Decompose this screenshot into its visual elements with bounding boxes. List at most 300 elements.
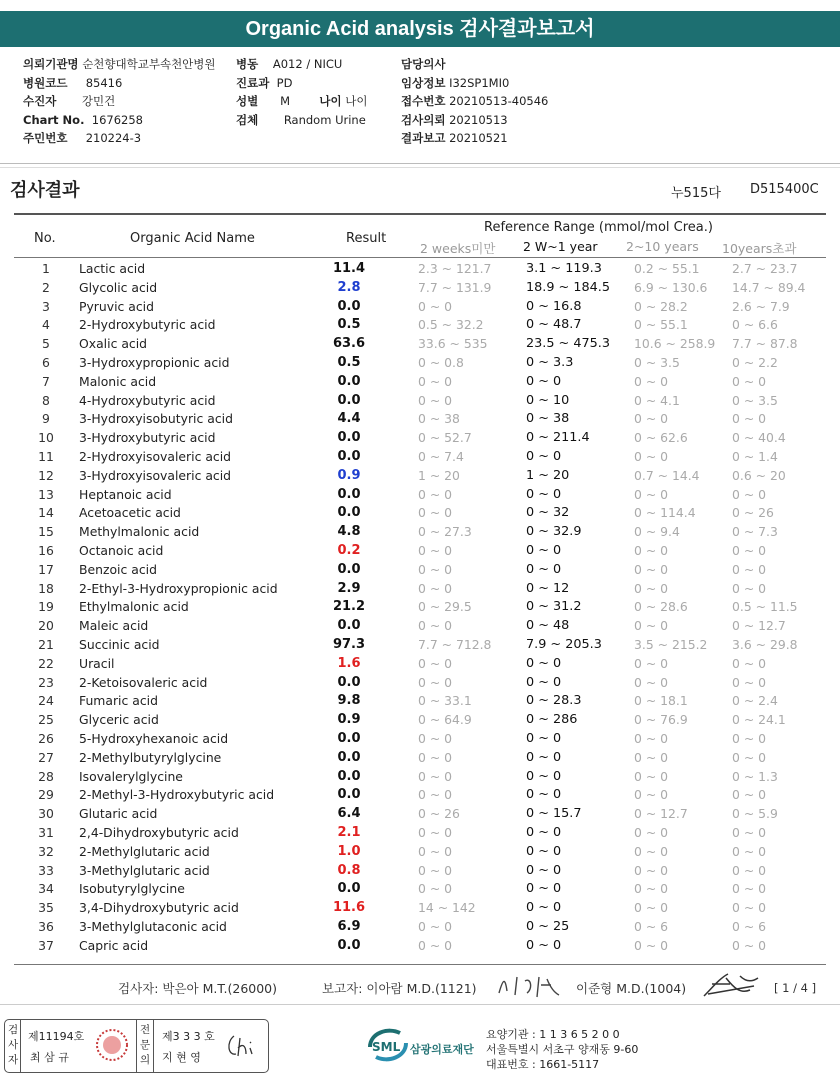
row-number: 32 — [38, 843, 54, 859]
table-row — [14, 429, 826, 448]
acid-name: Octanoic acid — [79, 543, 164, 558]
label-id-no: 주민번호 — [23, 131, 68, 145]
ref-over-10y: 0 ~ 2.4 — [732, 693, 778, 709]
table-row — [14, 824, 826, 843]
ref-2-10y: 0 ~ 0 — [634, 543, 669, 558]
ref-over-10y: 0 ~ 0 — [732, 825, 767, 840]
ref-over-10y: 0 ~ 1.3 — [732, 768, 778, 784]
result-value: 0.5 — [337, 317, 361, 333]
ref-2w-1y: 18.9 ~ 184.5 — [526, 279, 610, 295]
ref-under-2-weeks: 0 ~ 0 — [418, 825, 453, 840]
row-number: 26 — [38, 731, 54, 746]
result-value: 0.8 — [337, 862, 361, 878]
table-row — [14, 617, 826, 636]
ref-under-2-weeks: 0 ~ 0.8 — [418, 355, 464, 370]
ref-2-10y: 0 ~ 18.1 — [634, 693, 688, 709]
ref-2-10y: 0.2 ~ 55.1 — [634, 261, 700, 276]
ref-under-2-weeks: 0 ~ 0 — [418, 881, 453, 897]
result-value: 63.6 — [332, 336, 366, 352]
ref-over-10y: 0 ~ 12.7 — [732, 618, 786, 634]
ref-under-2-weeks: 0 ~ 0 — [418, 937, 453, 953]
acid-name: Isobutyrylglycine — [79, 881, 185, 897]
acid-name: 2-Methylglutaric acid — [79, 843, 210, 859]
table-row — [14, 598, 826, 617]
acid-name: Isovalerylglycine — [79, 768, 183, 784]
ref-2-10y: 0 ~ 9.4 — [634, 524, 680, 540]
value-requesting-org: 순천향대학교부속천안병원 — [82, 57, 216, 71]
value-specimen: Random Urine — [283, 112, 366, 127]
table-row — [14, 711, 826, 730]
ref-under-2-weeks: 1 ~ 20 — [418, 467, 460, 483]
header-ref-col-1: 2 weeks미만 — [420, 241, 496, 256]
ref-over-10y: 0 ~ 0 — [732, 655, 767, 671]
header-no: No. — [34, 231, 56, 246]
ref-over-10y: 0 ~ 6.6 — [732, 317, 778, 333]
cert-divider-2 — [136, 1019, 137, 1073]
label-doctor: 담당의사 — [401, 57, 446, 71]
divider-footer — [0, 1004, 840, 1005]
acid-name: Glyceric acid — [79, 712, 159, 728]
ref-over-10y: 0.5 ~ 11.5 — [732, 599, 798, 615]
table-row — [14, 523, 826, 542]
ref-2-10y: 0 ~ 0 — [634, 618, 669, 634]
ref-2w-1y: 0 ~ 0 — [526, 561, 562, 577]
results-section-title: 검사결과 — [10, 180, 80, 201]
result-value: 0.0 — [337, 731, 361, 746]
label-chart-no: Chart No. — [23, 112, 85, 127]
ref-2-10y: 0 ~ 0 — [634, 561, 669, 577]
label-receipt-no: 접수번호 — [401, 94, 446, 108]
ref-2w-1y: 23.5 ~ 475.3 — [526, 336, 610, 352]
result-value: 0.0 — [337, 937, 361, 953]
row-number: 35 — [38, 900, 54, 916]
row-number: 17 — [38, 561, 54, 577]
row-number: 13 — [38, 486, 54, 502]
ref-2w-1y: 0 ~ 32 — [526, 505, 570, 521]
ref-under-2-weeks: 0.5 ~ 32.2 — [418, 317, 484, 333]
row-number: 34 — [38, 881, 54, 897]
org-address: 서울특별시 서초구 양재동 9-60 — [486, 1043, 639, 1056]
logo-text: SML — [372, 1040, 401, 1054]
ref-under-2-weeks: 14 ~ 142 — [418, 900, 476, 916]
ref-2w-1y: 0 ~ 286 — [526, 712, 578, 728]
ref-2w-1y: 0 ~ 48 — [526, 618, 570, 634]
ref-under-2-weeks: 0 ~ 0 — [418, 543, 453, 558]
acid-name: Glycolic acid — [79, 279, 158, 295]
ref-under-2-weeks: 0 ~ 52.7 — [418, 430, 472, 446]
divider-top-2 — [0, 167, 840, 168]
acid-name: 3-Hydroxypropionic acid — [79, 355, 230, 370]
row-number: 20 — [38, 618, 54, 634]
ref-under-2-weeks: 0 ~ 0 — [418, 749, 453, 765]
ref-over-10y: 0.6 ~ 20 — [732, 467, 786, 483]
label-patient-name: 수진자 — [23, 94, 57, 108]
patient-info-col3 — [401, 55, 548, 148]
ref-2-10y: 0 ~ 28.6 — [634, 599, 688, 615]
result-value: 9.8 — [337, 693, 361, 709]
cert-divider-3 — [153, 1019, 154, 1073]
result-value: 0.0 — [337, 373, 361, 389]
result-value: 1.6 — [337, 655, 361, 671]
acid-name: 2-Methyl-3-Hydroxybutyric acid — [79, 787, 275, 803]
table-top-border — [14, 213, 826, 215]
result-value: 0.0 — [337, 749, 361, 765]
cert-label-a: 검 사 자 — [8, 1024, 19, 1066]
table-row — [14, 335, 826, 354]
row-number: 30 — [38, 806, 54, 822]
table-row — [14, 373, 826, 392]
org-phone: 대표번호 : 1661-5117 — [486, 1058, 600, 1071]
reporter-handwritten-signature — [495, 971, 565, 999]
header-result: Result — [346, 231, 387, 246]
ref-under-2-weeks: 0 ~ 7.4 — [418, 449, 464, 464]
ref-2w-1y: 0 ~ 0 — [526, 787, 562, 803]
result-value: 4.4 — [337, 411, 361, 427]
ref-over-10y: 0 ~ 0 — [732, 787, 767, 803]
ref-under-2-weeks: 0 ~ 0 — [418, 862, 453, 878]
result-value: 97.3 — [332, 637, 366, 652]
results-code-b: D515400C — [750, 182, 819, 197]
row-number: 9 — [42, 411, 50, 427]
row-number: 36 — [38, 919, 54, 934]
result-value: 0.0 — [337, 768, 361, 784]
row-number: 11 — [38, 449, 54, 464]
result-value: 11.4 — [332, 261, 366, 276]
acid-name: Capric acid — [79, 937, 149, 953]
label-department: 진료과 — [236, 75, 270, 90]
result-value: 0.0 — [337, 486, 361, 502]
ref-over-10y: 2.7 ~ 23.7 — [732, 261, 798, 276]
value-sex: M — [280, 94, 291, 108]
result-value: 2.1 — [337, 825, 361, 840]
ref-over-10y: 0 ~ 0 — [732, 373, 767, 389]
row-number: 6 — [42, 355, 50, 370]
acid-name: 2,4-Dihydroxybutyric acid — [79, 825, 239, 840]
ref-under-2-weeks: 0 ~ 38 — [418, 411, 460, 427]
label-hospital-code: 병원코드 — [23, 75, 68, 90]
table-row — [14, 862, 826, 881]
acid-name: Ethylmalonic acid — [79, 599, 189, 615]
ref-2-10y: 3.5 ~ 215.2 — [634, 637, 708, 652]
header-bottom-border — [14, 257, 826, 258]
ref-2-10y: 0 ~ 62.6 — [634, 430, 688, 446]
ref-2w-1y: 0 ~ 38 — [526, 411, 570, 427]
value-chart-no: 1676258 — [91, 112, 143, 127]
ref-over-10y: 0 ~ 7.3 — [732, 524, 778, 540]
ref-2-10y: 0 ~ 0 — [634, 411, 669, 427]
license-b: 제3 3 3 호 — [162, 1030, 215, 1043]
tester-signature: 검사자: 박은아 M.T.(26000) — [118, 981, 278, 996]
acid-name: 2-Ketoisovaleric acid — [79, 674, 208, 690]
ref-over-10y: 0 ~ 0 — [732, 881, 767, 897]
org-name: 삼광의료재단 — [410, 1043, 474, 1056]
ref-under-2-weeks: 33.6 ~ 535 — [418, 336, 488, 352]
ref-under-2-weeks: 0 ~ 0 — [418, 731, 453, 746]
ref-2-10y: 0 ~ 0 — [634, 731, 669, 746]
ref-2w-1y: 0 ~ 28.3 — [526, 693, 582, 709]
acid-name: Methylmalonic acid — [79, 524, 200, 540]
table-row — [14, 392, 826, 411]
table-row — [14, 880, 826, 899]
ref-2-10y: 0 ~ 114.4 — [634, 505, 696, 521]
table-row — [14, 786, 826, 805]
table-row — [14, 730, 826, 749]
ref-over-10y: 0 ~ 0 — [732, 731, 767, 746]
ref-over-10y: 0 ~ 0 — [732, 900, 767, 916]
header-name: Organic Acid Name — [130, 231, 255, 246]
label-ward: 병동 — [236, 57, 259, 71]
reporter2-signature: 이준형 M.D.(1004) — [576, 981, 687, 996]
ref-2-10y: 0 ~ 3.5 — [634, 355, 680, 370]
table-row — [14, 542, 826, 561]
ref-under-2-weeks: 7.7 ~ 131.9 — [418, 279, 492, 295]
ref-2-10y: 0.7 ~ 14.4 — [634, 467, 700, 483]
ref-under-2-weeks: 0 ~ 0 — [418, 674, 453, 690]
ref-2w-1y: 0 ~ 16.8 — [526, 298, 582, 314]
ref-under-2-weeks: 0 ~ 0 — [418, 655, 453, 671]
result-value: 0.0 — [337, 449, 361, 464]
ref-over-10y: 0 ~ 0 — [732, 749, 767, 765]
ref-under-2-weeks: 0 ~ 0 — [418, 392, 453, 408]
ref-2w-1y: 1 ~ 20 — [526, 467, 570, 483]
ref-2w-1y: 0 ~ 0 — [526, 486, 562, 502]
table-row — [14, 937, 826, 956]
row-number: 37 — [38, 937, 54, 953]
ref-2w-1y: 0 ~ 25 — [526, 919, 570, 934]
ref-over-10y: 0 ~ 0 — [732, 862, 767, 878]
acid-name: 5-Hydroxyhexanoic acid — [79, 731, 229, 746]
table-row — [14, 805, 826, 824]
ref-under-2-weeks: 0 ~ 0 — [418, 843, 453, 859]
results-code-a: 누515다 — [671, 186, 721, 201]
result-value: 0.0 — [337, 298, 361, 314]
result-value: 0.0 — [337, 618, 361, 634]
table-row — [14, 448, 826, 467]
header-ref-col-3: 2~10 years — [626, 239, 699, 254]
ref-2-10y: 0 ~ 0 — [634, 787, 669, 803]
ref-over-10y: 0 ~ 26 — [732, 505, 774, 521]
ref-2-10y: 0 ~ 0 — [634, 825, 669, 840]
ref-2-10y: 0 ~ 0 — [634, 373, 669, 389]
table-row — [14, 410, 826, 429]
ref-2-10y: 0 ~ 6 — [634, 919, 669, 934]
table-row — [14, 504, 826, 523]
ref-2-10y: 0 ~ 28.2 — [634, 298, 688, 314]
acid-name: Malonic acid — [79, 373, 157, 389]
ref-2w-1y: 7.9 ~ 205.3 — [526, 637, 602, 652]
table-row — [14, 692, 826, 711]
ref-under-2-weeks: 0 ~ 0 — [418, 618, 453, 634]
result-value: 1.0 — [337, 843, 361, 859]
table-row — [14, 316, 826, 335]
reporter2-handwritten-signature — [700, 968, 762, 1000]
row-number: 1 — [42, 261, 50, 276]
ref-over-10y: 7.7 ~ 87.8 — [732, 336, 798, 352]
cert-label-b: 전 문 의 — [140, 1024, 151, 1066]
ref-2w-1y: 0 ~ 15.7 — [526, 806, 582, 822]
header-ref-col-4: 10years초과 — [722, 241, 797, 256]
ref-2w-1y: 0 ~ 0 — [526, 881, 562, 897]
result-value: 0.0 — [337, 787, 361, 803]
row-number: 2 — [42, 279, 50, 295]
acid-name: 3,4-Dihydroxybutyric acid — [79, 900, 239, 916]
acid-name: Heptanoic acid — [79, 486, 172, 502]
table-row — [14, 655, 826, 674]
result-value: 0.5 — [337, 355, 361, 370]
row-number: 5 — [42, 336, 50, 352]
signature-b-icon — [224, 1030, 260, 1062]
row-number: 18 — [38, 580, 54, 596]
label-request-date: 검사의뢰 — [401, 112, 446, 127]
ref-2w-1y: 0 ~ 0 — [526, 373, 562, 389]
table-row — [14, 768, 826, 787]
row-number: 28 — [38, 768, 54, 784]
value-patient-name: 강민건 — [81, 94, 116, 108]
ref-2-10y: 0 ~ 0 — [634, 862, 669, 878]
ref-2-10y: 0 ~ 0 — [634, 486, 669, 502]
divider-top — [0, 163, 840, 164]
ref-2w-1y: 0 ~ 211.4 — [526, 430, 590, 446]
result-value: 11.6 — [332, 900, 366, 916]
ref-over-10y: 0 ~ 5.9 — [732, 806, 778, 822]
ref-over-10y: 0 ~ 0 — [732, 543, 767, 558]
ref-under-2-weeks: 0 ~ 0 — [418, 505, 453, 521]
ref-2-10y: 0 ~ 55.1 — [634, 317, 688, 333]
table-row — [14, 486, 826, 505]
ref-2-10y: 0 ~ 0 — [634, 674, 669, 690]
person-a: 최 삼 규 — [30, 1051, 69, 1064]
label-age: 나이 — [319, 94, 342, 108]
ref-2-10y: 0 ~ 0 — [634, 881, 669, 897]
result-value: 0.9 — [337, 467, 361, 483]
ref-2-10y: 10.6 ~ 258.9 — [634, 336, 716, 352]
table-row — [14, 279, 826, 298]
row-number: 23 — [38, 674, 54, 690]
ref-over-10y: 0 ~ 0 — [732, 580, 767, 596]
result-value: 6.4 — [337, 806, 361, 822]
ref-2w-1y: 0 ~ 0 — [526, 731, 562, 746]
ref-under-2-weeks: 0 ~ 26 — [418, 806, 460, 822]
table-row — [14, 899, 826, 918]
table-bottom-border — [14, 964, 826, 965]
acid-name: 4-Hydroxybutyric acid — [79, 392, 216, 408]
row-number: 12 — [38, 467, 54, 483]
ref-2w-1y: 3.1 ~ 119.3 — [526, 261, 602, 276]
ref-2w-1y: 0 ~ 0 — [526, 543, 562, 558]
ref-over-10y: 0 ~ 40.4 — [732, 430, 786, 446]
table-row — [14, 843, 826, 862]
ref-2w-1y: 0 ~ 31.2 — [526, 599, 582, 615]
ref-2w-1y: 0 ~ 0 — [526, 768, 562, 784]
table-row — [14, 298, 826, 317]
table-row — [14, 260, 826, 279]
reporter-signature: 보고자: 이아람 M.D.(1121) — [322, 981, 477, 996]
ref-2w-1y: 0 ~ 0 — [526, 449, 562, 464]
result-value: 0.0 — [337, 561, 361, 577]
acid-name: 2-Ethyl-3-Hydroxypropionic acid — [79, 580, 278, 596]
acid-name: 3-Methylglutaconic acid — [79, 919, 227, 934]
patient-info-col2 — [236, 55, 367, 129]
ref-under-2-weeks: 2.3 ~ 121.7 — [418, 261, 492, 276]
row-number: 8 — [42, 392, 50, 408]
value-report-date: 20210521 — [449, 131, 508, 145]
label-clinical-info: 임상정보 — [401, 75, 446, 90]
acid-name: 3-Hydroxyisobutyric acid — [79, 411, 233, 427]
ref-2w-1y: 0 ~ 0 — [526, 749, 562, 765]
ref-over-10y: 0 ~ 6 — [732, 919, 767, 934]
person-b: 지 현 영 — [162, 1051, 201, 1064]
ref-over-10y: 0 ~ 0 — [732, 411, 767, 427]
value-receipt-no: 20210513-40546 — [449, 94, 549, 108]
value-clinical-info: I32SP1MI0 — [449, 75, 510, 90]
acid-name: Uracil — [79, 655, 115, 671]
result-value: 4.8 — [337, 524, 361, 540]
acid-name: Acetoacetic acid — [79, 505, 181, 521]
ref-over-10y: 14.7 ~ 89.4 — [732, 279, 806, 295]
row-number: 16 — [38, 543, 54, 558]
report-title: Organic Acid analysis 검사결과보고서 — [0, 11, 840, 47]
result-value: 2.9 — [337, 580, 361, 596]
ref-2-10y: 0 ~ 0 — [634, 900, 669, 916]
label-specimen: 검체 — [236, 112, 259, 127]
result-value: 0.9 — [337, 712, 361, 728]
ref-2w-1y: 0 ~ 0 — [526, 674, 562, 690]
ref-under-2-weeks: 0 ~ 0 — [418, 919, 453, 934]
value-id-no: 210224-3 — [85, 131, 142, 145]
table-row — [14, 636, 826, 655]
ref-2w-1y: 0 ~ 0 — [526, 655, 562, 671]
ref-under-2-weeks: 0 ~ 33.1 — [418, 693, 472, 709]
ref-over-10y: 0 ~ 1.4 — [732, 449, 778, 464]
ref-under-2-weeks: 0 ~ 0 — [418, 561, 453, 577]
ref-2w-1y: 0 ~ 0 — [526, 825, 562, 840]
ref-2w-1y: 0 ~ 10 — [526, 392, 570, 408]
ref-under-2-weeks: 0 ~ 27.3 — [418, 524, 472, 540]
result-value: 0.0 — [337, 674, 361, 690]
result-value: 0.0 — [337, 881, 361, 897]
value-request-date: 20210513 — [449, 112, 508, 127]
value-ward: A012 / NICU — [272, 57, 343, 71]
table-row — [14, 674, 826, 693]
seal-a-icon — [94, 1027, 130, 1063]
header-ref-col-2: 2 W~1 year — [523, 239, 598, 254]
acid-name: Lactic acid — [79, 261, 146, 276]
row-number: 24 — [38, 693, 54, 709]
ref-over-10y: 0 ~ 0 — [732, 674, 767, 690]
ref-over-10y: 0 ~ 0 — [732, 561, 767, 577]
acid-name: Pyruvic acid — [79, 298, 154, 314]
ref-over-10y: 0 ~ 2.2 — [732, 355, 778, 370]
ref-under-2-weeks: 0 ~ 0 — [418, 768, 453, 784]
ref-2-10y: 0 ~ 0 — [634, 843, 669, 859]
result-value: 0.0 — [337, 430, 361, 446]
acid-name: 3-Hydroxyisovaleric acid — [79, 467, 232, 483]
row-number: 3 — [42, 298, 50, 314]
acid-name: 2-Hydroxybutyric acid — [79, 317, 216, 333]
acid-name: 3-Methylglutaric acid — [79, 862, 210, 878]
org-code: 요양기관 : 1 1 3 6 5 2 0 0 — [486, 1028, 620, 1041]
ref-2-10y: 0 ~ 76.9 — [634, 712, 688, 728]
acid-name: 2-Hydroxyisovaleric acid — [79, 449, 232, 464]
row-number: 15 — [38, 524, 54, 540]
ref-2w-1y: 0 ~ 3.3 — [526, 355, 574, 370]
acid-name: Oxalic acid — [79, 336, 148, 352]
ref-2-10y: 6.9 ~ 130.6 — [634, 279, 708, 295]
label-requesting-org: 의뢰기관명 — [23, 57, 79, 71]
acid-name: Succinic acid — [79, 637, 160, 652]
table-row — [14, 918, 826, 937]
row-number: 27 — [38, 749, 54, 765]
